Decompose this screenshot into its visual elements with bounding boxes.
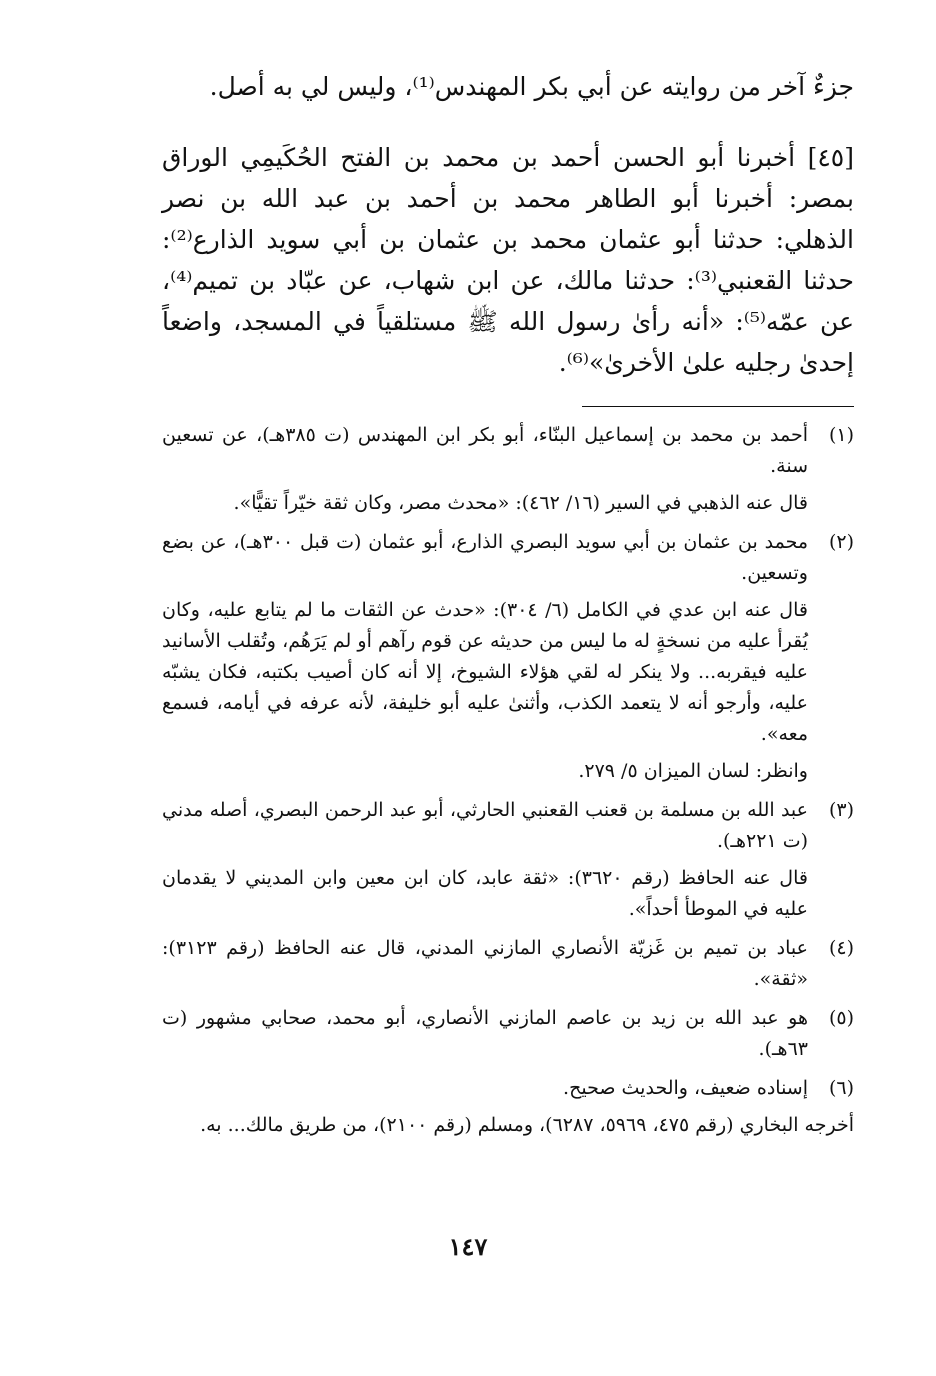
footnote-6 [162,1073,854,1141]
footnote-text: محمد بن عثمان بن أبي سويد البصري الذارع، أبو عثمان (ت قبل ٣٠٠هـ)، عن بضع وتسعين. [162,531,809,584]
footnote-2 [162,527,854,787]
footnote-number: (٦) [828,1077,854,1099]
footnote-3 [162,795,854,925]
footnote-number: (٤) [828,937,854,959]
page-number: ١٤٧ [448,1232,488,1261]
footnote-number: (٥) [828,1007,854,1029]
intro-line: جزءٌ آخر من روايته عن أبي بكر المهندس⁽¹⁾، وليس لي به أصل. [209,72,854,101]
footnote-text: أحمد بن محمد بن إسماعيل البنّاء، أبو بكر ابن المهندس (ت ٣٨٥هـ)، عن تسعين سنة. [162,424,808,477]
main-text [162,66,854,383]
footnotes [162,420,854,1149]
footnote-extra: قال عنه ابن عدي في الكامل (٦/ ٣٠٤): «حدث عن الثقات ما لم يتابع عليه، وكان يُقرأ عليه من نسخةٍ له ما ليس من حديثه عن قوم رآهم أو لم يَرَهُم، وتُقلب الأسانيد عليه فيقربه... ولا ينكر له لقي هؤلاء الشيوخ، إلا أنه كان أصيب بكتبه، فكان يشبّه عليه، وأرجو أنه لا يتعمد الكذب، وأثنىٰ عليه أبو خليفة، لأنه عرفه في أيامه، فسمع معه». [162,599,808,745]
footnote-number: (٢) [828,531,854,553]
footnote-5 [162,1003,854,1065]
footnote-4 [162,933,854,995]
footnote-extra: وانظر: لسان الميزان ٥/ ٢٧٩. [578,760,808,782]
footnote-text: هو عبد الله بن زيد بن عاصم المازني الأنصاري، أبو محمد، صحابي مشهور (ت ٦٣هـ). [162,1007,808,1060]
footnote-number: (٣) [828,799,854,821]
footnote-1 [162,420,854,519]
footnote-text: عبد الله بن مسلمة بن قعنب القعنبي الحارثي، أبو عبد الرحمن البصري، أصله مدني (ت ٢٢١هـ). [162,799,808,852]
footnote-extra: قال عنه الذهبي في السير (١٦/ ٤٦٢): «محدث مصر، وكان ثقة خيّراً تقيًّا». [233,492,808,514]
hadith-text: أخبرنا أبو الحسن أحمد بن محمد بن الفتح الحُكَيمِي الوراق بمصر: أخبرنا أبو الطاهر محمد بن أحمد بن عبد الله بن نصر الذهلي: حدثنا أبو عثمان محمد بن عثمان بن أبي سويد الذارع⁽²⁾: حدثنا القعنبي⁽³⁾: حدثنا مالك، عن ابن شهاب، عن عبّاد بن تميم⁽⁴⁾، عن عمّه⁽⁵⁾: «أنه رأىٰ رسول الله ﷺ مستلقياً في المسجد، واضعاً إحدىٰ رجليه علىٰ الأخرىٰ»⁽⁶⁾. [162,143,854,377]
hadith-number: [٤٥] [807,143,854,172]
footnote-separator [582,406,854,407]
hadith-paragraph [162,137,854,383]
footnote-extra: أخرجه البخاري (رقم ٤٧٥، ٥٩٦٩، ٦٢٨٧)، ومسلم (رقم ٢١٠٠)، من طريق مالك... به. [200,1114,854,1136]
footnote-text: عباد بن تميم بن غَزيّة الأنصاري المازني المدني، قال عنه الحافظ (رقم ٣١٢٣): «ثقة». [162,937,808,990]
footnote-text: إسناده ضعيف، والحديث صحيح. [563,1077,808,1099]
footnote-number: (١) [828,424,854,446]
footnote-extra: قال عنه الحافظ (رقم ٣٦٢٠): «ثقة عابد، كان ابن معين وابن المديني لا يقدمان عليه في الموطأ أحداً». [162,867,808,920]
